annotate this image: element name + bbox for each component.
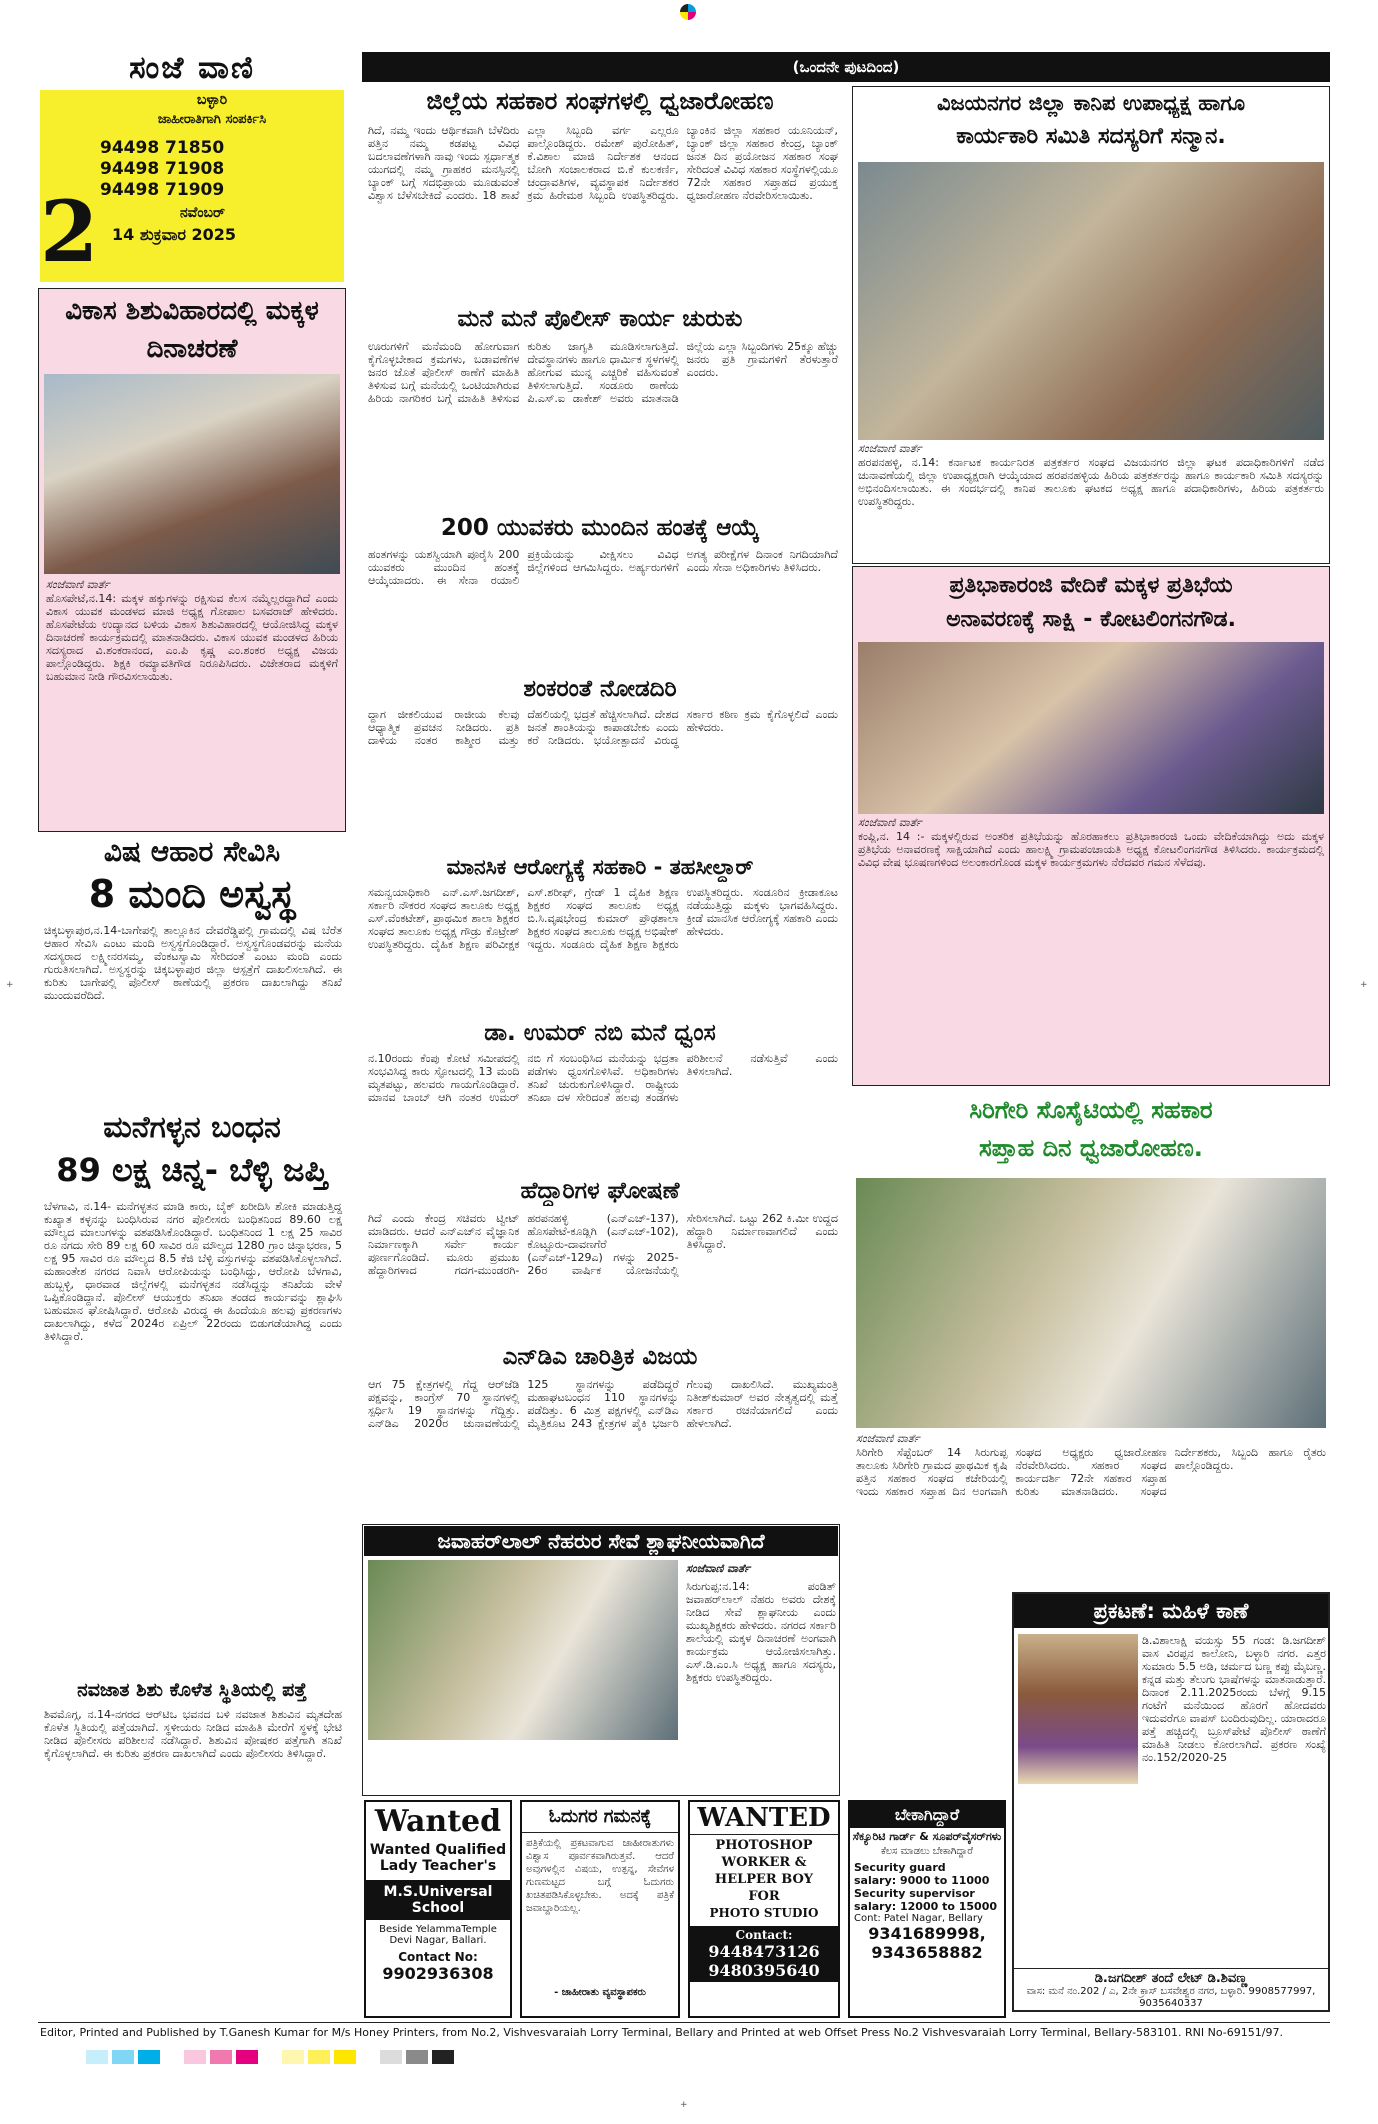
masthead	[40, 50, 344, 282]
robbery-headline-2: 89 ಲಕ್ಷ ಚಿನ್ನ- ಬೆಳ್ಳಿ ಜಪ್ತಿ	[56, 1151, 328, 1189]
talent-caption: ಸಂಜೆವಾಣಿ ವಾರ್ತೆ	[858, 816, 922, 829]
security-supervisor: Security supervisor	[854, 1887, 975, 1900]
color-bar	[86, 2050, 666, 2066]
highways-body: ಗಿದೆ ಎಂದು ಕೇಂದ್ರ ಸಚಿವರು ಟ್ವೀಟ್ ಮಾಡಿದರು. ಆದರೆ ಎನ್‌ಎಚ್‌ನ ವೈಜ್ಞಾನಿಕ ನಿರ್ಮಾಣಕ್ಕಾಗಿ ಸರ್ವೇ ಕಾರ್ಯ ಪೂರ್ಣಗೊಂಡಿದೆ. ಮೂರು ಪ್ರಮುಖ ಹೆದ್ದಾರಿಗಳಾದ ಗದಗ-ಮುಂಡರಗಿ-ಹರಪನಹಳ್ಳಿ (ಎನ್‌ಎಚ್-137), ಹೊಸಪೇಟೆ-ಕೂಡ್ಲಿಗಿ (ಎನ್‌ಎಚ್-102), ಕೊಟ್ಟೂರು-ದಾವಣಗೆರೆ (ಎನ್‌ಎಚ್-129ಎ) ಗಳನ್ನು 2025-26ರ ವಾರ್ಷಿಕ ಯೋಜನೆಯಲ್ಲಿ ಸೇರಿಸಲಾಗಿದೆ. ಒಟ್ಟು 262 ಕಿ.ಮೀ ಉದ್ದದ ಹೆದ್ದಾರಿ ನಿರ್ಮಾಣವಾಗಲಿದೆ ಎಂದು ತಿಳಿಸಿದ್ದಾರೆ.	[368, 1212, 838, 1277]
mental-health-headline: ಮಾನಸಿಕ ಆರೋಗ್ಯಕ್ಕೆ ಸಹಕಾರಿ - ತಹಸೀಲ್ದಾರ್	[446, 855, 754, 879]
masthead-edition: ಬಳ್ಳಾರಿ	[196, 92, 228, 108]
reader-notice-title: ಓದುಗರ ಗಮನಕ್ಕೆ	[522, 1802, 678, 1833]
phone-1: 94498 71850	[100, 138, 225, 158]
vijayanagara-caption: ಸಂಜೆವಾಣಿ ವಾರ್ತೆ	[858, 442, 922, 455]
police-body: ಊರುಗಳಿಗೆ ಮನೆಮಂದಿ ಹೋಗುವಾಗ ಕೈಗೊಳ್ಳಬೇಕಾದ ಕ್ರಮಗಳು, ಬಡಾವಣೆಗಳ ಜನರ ಜೊತೆ ಪೊಲೀಸ್ ಠಾಣೆಗೆ ಮಾಹಿತಿ ತಿಳಿಸುವ ಬಗ್ಗೆ ಮನೆಯಲ್ಲಿ ಒಂಟಿಯಾಗಿರುವ ಹಿರಿಯ ನಾಗರಿಕರ ಬಗ್ಗೆ ಮಾಹಿತಿ ತಿಳಿಸುವ ಕುರಿತು ಜಾಗೃತಿ ಮೂಡಿಸಲಾಗುತ್ತಿದೆ. ದೇವಸ್ಥಾನಗಳು ಹಾಗೂ ಧಾರ್ಮಿಕ ಸ್ಥಳಗಳಲ್ಲಿ ಹೋಗುವ ಮುನ್ನ ಎಚ್ಚರಿಕೆ ವಹಿಸುವಂತೆ ತಿಳಿಸಲಾಗುತ್ತಿದೆ. ಸಂಡೂರು ಠಾಣೆಯ ಪಿ.ಎಸ್.ಐ ಡಾಕೇಶ್ ಅವರು ಮಾತನಾಡಿ ಜಿಲ್ಲೆಯ ಎಲ್ಲಾ ಸಿಬ್ಬಂದಿಗಳು 25ಕ್ಕೂ ಹೆಚ್ಚು ಜನರು ಪ್ರತಿ ಗ್ರಾಮಗಳಿಗೆ ತೆರಳುತ್ತಾರೆ ಎಂದರು.	[368, 340, 838, 405]
continued-banner: (ಒಂದನೇ ಪುಟದಿಂದ)	[362, 52, 1330, 82]
mental-health-body: ಸಮನ್ವಯಾಧಿಕಾರಿ ಎನ್.ಎಸ್.ಜಗದೀಶ್, ಸರ್ಕಾರಿ ನೌಕರರ ಸಂಘದ ತಾಲೂಕು ಅಧ್ಯಕ್ಷ ಎಸ್.ವೆಂಕಟೇಶ್, ಪ್ರಾಥಮಿಕ ಶಾಲಾ ಶಿಕ್ಷಕರ ಸಂಘದ ತಾಲೂಕು ಅಧ್ಯಕ್ಷ ಗೌಡ್ರು ಕೊಟ್ರೇಶ್ ಉಪಸ್ಥಿತರಿದ್ದರು. ದೈಹಿಕ ಶಿಕ್ಷಣ ಪರಿವೀಕ್ಷಕ ಎಸ್.ಶರೀಫ್, ಗ್ರೇಡ್ 1 ದೈಹಿಕ ಶಿಕ್ಷಣ ಶಿಕ್ಷಕರ ಸಂಘದ ತಾಲೂಕು ಅಧ್ಯಕ್ಷ ಬಿ.ಸಿ.ವೃಷಭೇಂದ್ರ ಕುಮಾರ್ ಪ್ರೌಢಶಾಲಾ ಶಿಕ್ಷಕರ ಸಂಘದ ತಾಲೂಕು ಅಧ್ಯಕ್ಷ ಅಭಿಷೇಕ್ ಇದ್ದರು. ಸಂಡೂರು ದೈಹಿಕ ಶಿಕ್ಷಣ ಶಿಕ್ಷಕರು ಉಪಸ್ಥಿತರಿದ್ದರು. ಸಂಡೂರಿನ ಕ್ರೀಡಾಕೂಟ ನಡೆಯುತ್ತಿದ್ದು ಮಕ್ಕಳು ಭಾಗವಹಿಸಿದ್ದರು. ಕ್ರೀಡೆ ಮಾನಸಿಕ ಆರೋಗ್ಯಕ್ಕೆ ಸಹಕಾರಿ ಎಂದು ಹೇಳಿದರು.	[368, 886, 838, 951]
photo-ad-title: WANTED	[690, 1802, 838, 1835]
school-ad-address: Beside YelammaTemple Devi Nagar, Ballari.	[379, 1924, 497, 1946]
reader-notice-body: ಪತ್ರಿಕೆಯಲ್ಲಿ ಪ್ರಕಟವಾಗುವ ಜಾಹೀರಾತುಗಳು ವಿಶ್ವಾಸ ಪೂರ್ವಕವಾಗಿರುತ್ತವೆ. ಆದರೆ ಅವುಗಳಲ್ಲಿನ ವಿಷಯ, ಉತ್ಪನ್ನ, ಸೇವೆಗಳ ಗುಣಮಟ್ಟದ ಬಗ್ಗೆ ಓದುಗರು ಖಚಿತಪಡಿಸಿಕೊಳ್ಳಬೇಕು. ಅದಕ್ಕೆ ಪತ್ರಿಕೆ ಜವಾಬ್ದಾರಿಯಲ್ಲ.	[526, 1838, 674, 1914]
robbery-body: ಬೆಳಗಾವಿ, ನ.14- ಮನೆಗಳ್ಳತನ ಮಾಡಿ ಕಾರು, ಬೈಕ್ ಖರೀದಿಸಿ ಶೋಕಿ ಮಾಡುತ್ತಿದ್ದ ಕುಖ್ಯಾತ ಕಳ್ಳನನ್ನು ಬಂಧಿಸಿರುವ ನಗರ ಪೊಲೀಸರು ಬಂಧಿತನಿಂದ 89.60 ಲಕ್ಷ ಮೌಲ್ಯದ ಮಾಲುಗಳನ್ನು ವಶಪಡಿಸಿಕೊಂಡಿದ್ದಾರೆ. ಬಂಧಿತನಿಂದ 1 ಲಕ್ಷ 25 ಸಾವಿರ ರೂ ನಗದು ಸೇರಿ 89 ಲಕ್ಷ 60 ಸಾವಿರ ರೂ ಮೌಲ್ಯದ 1280 ಗ್ರಾಂ ಚಿನ್ನಾಭರಣ, 5 ಲಕ್ಷ 95 ಸಾವಿರ ರೂ ಮೌಲ್ಯದ 8.5 ಕೆಜಿ ಬೆಳ್ಳಿ ವಸ್ತುಗಳನ್ನು ವಶಪಡಿಸಿಕೊಳ್ಳಲಾಗಿದೆ. ಮಹಾಂತೇಶ ನಗರದ ನಿವಾಸಿ ಆರೋಪಿಯನ್ನು ಬಂಧಿಸಿದ್ದು, ಆರೋಪಿ ಬೆಳಗಾವಿ, ಹುಬ್ಬಳ್ಳಿ, ಧಾರವಾಡ ಜಿಲ್ಲೆಗಳಲ್ಲಿ ಮನೆಗಳ್ಳತನ ನಡೆಸಿದ್ದನ್ನು ತನಿಖೆಯ ವೇಳೆ ಒಪ್ಪಿಕೊಂಡಿದ್ದಾನೆ. ಪೊಲೀಸ್ ಆಯುಕ್ತರು ತನಿಖಾ ತಂಡದ ಕಾರ್ಯವನ್ನು ಶ್ಲಾಘಿಸಿ ಬಹುಮಾನ ಘೋಷಿಸಿದ್ದಾರೆ. ಆರೋಪಿ ವಿರುದ್ಧ ಈ ಹಿಂದೆಯೂ ಹಲವು ಪ್ರಕರಣಗಳು ದಾಖಲಾಗಿದ್ದು, ಕಳೆದ 2024ರ ಏಪ್ರಿಲ್ 22ರಂದು ಬಿಡುಗಡೆಯಾಗಿದ್ದ ಎಂದು ತಿಳಿಸಿದ್ದಾರೆ.	[44, 1200, 342, 1343]
page-number: 2	[40, 182, 99, 281]
reader-notice-footer: - ಜಾಹೀರಾತು ವ್ಯವಸ್ಥಾಪಕರು	[554, 1987, 646, 1998]
vijayanagara-photo	[858, 162, 1324, 440]
vikasa-body: ಹೊಸಪೇಟೆ,ನ.14: ಮಕ್ಕಳ ಹಕ್ಕುಗಳನ್ನು ರಕ್ಷಿಸುವ ಕೆಲಸ ನಮ್ಮೆಲ್ಲರದ್ದಾಗಿದೆ ಎಂದು ವಿಕಾಸ ಯುವಕ ಮಂಡಳದ ಮಾಜಿ ಅಧ್ಯಕ್ಷ ಗೋಪಾಲ ಬಸವರಾಜ್ ಹೇಳಿದರು. ಹೊಸಪೇಟೆಯ ಉದ್ಯಾನದ ಬಳಿಯ ವಿಕಾಸ ಶಿಶುವಿಹಾರದಲ್ಲಿ ಆಯೋಜಿಸಿದ್ದ ಮಕ್ಕಳ ದಿನಾಚರಣೆ ಕಾರ್ಯಕ್ರಮದಲ್ಲಿ ಮಾತನಾಡಿದರು. ವಿಕಾಸ ಯುವಕ ಮಂಡಳದ ಹಿರಿಯ ಸದಸ್ಯರಾದ ವಿ.ಶಂಕರಾನಂದ, ಎಂ.ಪಿ ಕೃಷ್ಣ ಎಂ.ಶಂಕರ ಅಧ್ಯಕ್ಷ ವಿಜಯ ಪಾಲ್ಗೊಂಡಿದ್ದರು. ಶಿಕ್ಷಕಿ ರಮ್ಯಾವತಿಗೌಡ ನಿರೂಪಿಸಿದರು. ವಿಜೇತರಾದ ಮಕ್ಕಳಿಗೆ ಬಹುಮಾನ ನೀಡಿ ಗೌರವಿಸಲಾಯಿತು.	[46, 592, 338, 683]
youth-headline: 200 ಯುವಕರು ಮುಂದಿನ ಹಂತಕ್ಕೆ ಆಯ್ಕೆ	[440, 515, 760, 541]
vikasa-photo	[44, 374, 340, 574]
sirigeri-caption: ಸಂಜೆವಾಣಿ ವಾರ್ತೆ	[856, 1432, 920, 1445]
vikasa-headline: ವಿಕಾಸ ಶಿಶುವಿಹಾರದಲ್ಲಿ ಮಕ್ಕಳ ದಿನಾಚರಣೆ	[65, 296, 319, 364]
photo-ad-phone-2: 9480395640	[708, 1961, 820, 1980]
missing-person-photo	[1018, 1634, 1138, 1784]
talent-body: ಕಂಪ್ಲಿ,ನ. 14 :- ಮಕ್ಕಳಲ್ಲಿರುವ ಅಂತರಿಕ ಪ್ರತಿಭೆಯನ್ನು ಹೊರಹಾಕಲು ಪ್ರತಿಭಾಕಾರಂಜಿ ಒಂದು ವೇದಿಕೆಯಾಗಿದ್ದು ಅದು ಮಕ್ಕಳ ಪ್ರತಿಭೆಯ ಅನಾವರಣಕ್ಕೆ ಸಾಕ್ಷಿಯಾಗಿದೆ ಎಂದು ಹಾಲಕ್ಷ್ಮಿ ಗ್ರಾಮಪಂಚಾಯತಿ ಅಧ್ಯಕ್ಷ ಕೋಟಲಿಂಗನಗೌಡ ತಿಳಿಸಿದರು. ಕಾರ್ಯಕ್ರಮದಲ್ಲಿ ವಿವಿಧ ವೇಷ ಭೂಷಣಗಳಿಂದ ಅಲಂಕಾರಗೊಂಡ ಮಕ್ಕಳ ಕಾರ್ಯಕ್ರಮಗಳು ನೆರೆದವರ ಗಮನ ಸೆಳೆದವು.	[858, 830, 1324, 869]
nehru-headline: ಜವಾಹರ್‌ಲಾಲ್ ನೆಹರುರ ಸೇವೆ ಶ್ಲಾಘನೀಯವಾಗಿದೆ	[364, 1526, 838, 1556]
photo-ad-line3: HELPER BOY	[714, 1872, 814, 1887]
vijayanagara-body: ಹರಪನಹಳ್ಳಿ, ನ.14: ಕರ್ನಾಟಕ ಕಾರ್ಯನಿರತ ಪತ್ರಕರ್ತರ ಸಂಘದ ವಿಜಯನಗರ ಜಿಲ್ಲಾ ಘಟಕ ಪದಾಧಿಕಾರಿಗಳಿಗೆ ನಡೆದ ಚುನಾವಣೆಯಲ್ಲಿ ಜಿಲ್ಲಾ ಉಪಾಧ್ಯಕ್ಷರಾಗಿ ಆಯ್ಕೆಯಾದ ಹರಪನಹಳ್ಳಿಯ ಹಿರಿಯ ಪತ್ರಕರ್ತರನ್ನು ಹಾಗೂ ಕಾರ್ಯಕಾರಿ ಸಮಿತಿ ಸದಸ್ಯರನ್ನು ಅಭಿನಂದಿಸಲಾಯಿತು. ಈ ಸಂದರ್ಭದಲ್ಲಿ ಕಾನಿಪ ತಾಲೂಕು ಘಟಕದ ಅಧ್ಯಕ್ಷ ಹಾಗೂ ಪದಾಧಿಕಾರಿಗಳು, ಹಿರಿಯ ಪತ್ರಕರ್ತರು ಉಪಸ್ಥಿತರಿದ್ದರು.	[858, 456, 1324, 508]
crop-mark-bottom: +	[680, 2100, 688, 2110]
crop-mark-right: +	[1360, 980, 1368, 990]
month: ನವೆಂಬರ್	[180, 205, 225, 221]
security-ad	[848, 1800, 1006, 2018]
vijayanagara-headline-2: ಕಾರ್ಯಕಾರಿ ಸಮಿತಿ ಸದಸ್ಯರಿಗೆ ಸನ್ಮಾನ.	[956, 124, 1226, 149]
school-ad	[364, 1800, 512, 2018]
masthead-title: ಸಂಜೆ ವಾಣಿ	[129, 50, 255, 86]
phone-2: 94498 71908	[100, 159, 225, 179]
sirigeri-headline-1: ಸಿರಿಗೇರಿ ಸೊಸೈಟಿಯಲ್ಲಿ ಸಹಕಾರ	[969, 1096, 1213, 1124]
security-guard-salary: salary: 9000 to 11000	[854, 1874, 990, 1887]
newborn-body: ಶಿವಮೊಗ್ಗ, ನ.14-ನಗರದ ಆರ್‌ಟಿಒ ಭವನದ ಬಳಿ ನವಜಾತ ಶಿಶುವಿನ ಮೃತದೇಹ ಕೊಳೆತ ಸ್ಥಿತಿಯಲ್ಲಿ ಪತ್ತೆಯಾಗಿದೆ. ಸ್ಥಳೀಯರು ನೀಡಿದ ಮಾಹಿತಿ ಮೇರೆಗೆ ಸ್ಥಳಕ್ಕೆ ಭೇಟಿ ನೀಡಿದ ಪೊಲೀಸರು ಪರಿಶೀಲನೆ ನಡೆಸಿದ್ದಾರೆ. ಶಿಶುವಿನ ಪೋಷಕರ ಪತ್ತೆಗಾಗಿ ತನಿಖೆ ಕೈಗೊಳ್ಳಲಾಗಿದೆ. ಈ ಕುರಿತು ಪ್ರಕರಣ ದಾಖಲಾಗಿದೆ ಎಂದು ಪೊಲೀಸರು ತಿಳಿಸಿದ್ದಾರೆ.	[44, 1708, 342, 1760]
photo-ad-contact-label: Contact:	[735, 1928, 793, 1942]
nda-body: ಆಗ 75 ಕ್ಷೇತ್ರಗಳಲ್ಲಿ ಗೆದ್ದ ಆರ್‌ಜೆಡಿ ಪಕ್ಷವನ್ನು, ಕಾಂಗ್ರೆಸ್ 70 ಸ್ಥಾನಗಳಲ್ಲಿ ಸ್ಪರ್ಧಿಸಿ 19 ಸ್ಥಾನಗಳನ್ನು ಗೆದ್ದಿತ್ತು. ಎನ್‌ಡಿಎ 2020ರ ಚುನಾವಣೆಯಲ್ಲಿ 125 ಸ್ಥಾನಗಳನ್ನು ಪಡೆದಿದ್ದರೆ ಮಹಾಘಟಬಂಧನ 110 ಸ್ಥಾನಗಳನ್ನು ಪಡೆದಿತ್ತು. 6 ಮಿತ್ರ ಪಕ್ಷಗಳಲ್ಲಿ ಎನ್‌ಡಿಎ ಮೈತ್ರಿಕೂಟ 243 ಕ್ಷೇತ್ರಗಳ ಪೈಕಿ ಭರ್ಜರಿ ಗೆಲುವು ದಾಖಲಿಸಿದೆ. ಮುಖ್ಯಮಂತ್ರಿ ನಿತೀಶ್‌ಕುಮಾರ್ ಅವರ ನೇತೃತ್ವದಲ್ಲಿ ಮತ್ತೆ ಸರ್ಕಾರ ರಚನೆಯಾಗಲಿದೆ ಎಂದು ಹೇಳಲಾಗಿದೆ.	[368, 1378, 838, 1430]
photo-ad-line2: WORKER &	[721, 1855, 807, 1870]
talent-headline-1: ಪ್ರತಿಭಾಕಾರಂಜಿ ವೇದಿಕೆ ಮಕ್ಕಳ ಪ್ರತಿಭೆಯ	[949, 573, 1233, 598]
photo-ad-line1: PHOTOSHOP	[715, 1838, 813, 1853]
date-line: 14 ಶುಕ್ರವಾರ 2025	[112, 225, 237, 244]
photo-ad-line5: PHOTO STUDIO	[709, 1906, 819, 1920]
reader-notice	[520, 1800, 680, 2018]
highways-headline: ಹೆದ್ದಾರಿಗಳ ಘೋಷಣೆ	[520, 1178, 680, 1204]
newborn-headline: ನವಜಾತ ಶಿಶು ಕೊಳೆತ ಸ್ಥಿತಿಯಲ್ಲಿ ಪತ್ತೆ	[77, 1679, 307, 1701]
security-phone-2: 9343658882	[871, 1943, 983, 1962]
school-ad-line2: Lady Teacher's	[379, 1858, 497, 1874]
security-ad-sub: ಸೆಕ್ಯೂರಿಟಿ ಗಾರ್ಡ್ & ಸೂಪರ್‌ವೈಸರ್‌ಗಳು	[852, 1830, 1002, 1843]
security-ad-sub2: ಕೆಲಸ ಮಾಡಲು ಬೇಕಾಗಿದ್ದಾರೆ	[881, 1846, 973, 1857]
school-ad-contact-label: Contact No:	[398, 1950, 478, 1964]
imprint-footer: Editor, Printed and Published by T.Ganesh Kumar for M/s Honey Printers, from No.2, Vishvesvaraiah Lorry Terminal, Bellary and Printed at web Offset Press No.2 Vishvesvaraiah Lorry Terminal, Bellary-583101. RNI No-69151/97.	[40, 2026, 1283, 2039]
flag-hoisting-headline: ಜಿಲ್ಲೆಯ ಸಹಕಾರ ಸಂಘಗಳಲ್ಲಿ ಧ್ವಜಾರೋಹಣ	[426, 87, 774, 115]
photo-ad-phone-1: 9448473126	[708, 1942, 820, 1961]
crop-mark-left: +	[6, 980, 14, 990]
umar-headline: ಡಾ. ಉಮರ್ ನಬಿ ಮನೆ ಧ್ವಂಸ	[484, 1020, 716, 1046]
poison-headline-2: 8 ಮಂದಿ ಅಸ್ವಸ್ಥ	[88, 872, 296, 916]
sirigeri-body: ಸಿರಿಗೇರಿ ಸೆಪ್ಟೆಂಬರ್ 14 ಸಿರುಗುಪ್ಪ ತಾಲೂಕು ಸಿರಿಗೇರಿ ಗ್ರಾಮದ ಪ್ರಾಥಮಿಕ ಕೃಷಿ ಪತ್ತಿನ ಸಹಕಾರ ಸಂಘದ ಕಚೇರಿಯಲ್ಲಿ ಇಂದು ಸಹಕಾರ ಸಪ್ತಾಹ ದಿನ ಅಂಗವಾಗಿ ಸಂಘದ ಅಧ್ಯಕ್ಷರು ಧ್ವಜಾರೋಹಣ ನೆರವೇರಿಸಿದರು. ಸಹಕಾರ ಸಂಘದ ಕಾರ್ಯದರ್ಶಿ 72ನೇ ಸಹಕಾರ ಸಪ್ತಾಹ ಕುರಿತು ಮಾತನಾಡಿದರು. ಸಂಘದ ನಿರ್ದೇಶಕರು, ಸಿಬ್ಬಂದಿ ಹಾಗೂ ರೈತರು ಪಾಲ್ಗೊಂಡಿದ್ದರು.	[856, 1446, 1326, 1498]
talent-headline-2: ಅನಾವರಣಕ್ಕೆ ಸಾಕ್ಷಿ - ಕೋಟಲಿಂಗನಗೌಡ.	[946, 607, 1236, 632]
nehru-caption: ಸಂಜೆವಾಣಿ ವಾರ್ತೆ	[686, 1562, 751, 1575]
shankarantha-headline: ಶಂಕರಂತೆ ನೋಡದಿರಿ	[523, 676, 677, 702]
youth-body: ಹಂತಗಳನ್ನು ಯಶಸ್ವಿಯಾಗಿ ಪೂರೈಸಿ 200 ಯುವಕರು ಮುಂದಿನ ಹಂತಕ್ಕೆ ಆಯ್ಕೆಯಾದರು. ಈ ಸೇನಾ ರಯಾಲಿ ಪ್ರಕ್ರಿಯೆಯನ್ನು ವೀಕ್ಷಿಸಲು ವಿವಿಧ ಜಿಲ್ಲೆಗಳಿಂದ ಆಗಮಿಸಿದ್ದರು. ಅರ್ಹ್ಯರುಗಳಿಗೆ ಅಗತ್ಯ ಪರೀಕ್ಷೆಗಳ ದಿನಾಂಕ ನಿಗದಿಯಾಗಿದೆ ಎಂದು ಸೇನಾ ಅಧಿಕಾರಿಗಳು ತಿಳಿಸಿದರು.	[368, 548, 838, 587]
vikasa-caption: ಸಂಜೆವಾಣಿ ವಾರ್ತೆ	[46, 578, 110, 591]
sirigeri-headline-2: ಸಪ್ತಾಹ ದಿನ ಧ್ವಜಾರೋಹಣ.	[979, 1134, 1203, 1162]
security-supervisor-salary: salary: 12000 to 15000	[854, 1900, 997, 1913]
phone-list	[100, 138, 224, 201]
flag-hoisting-body: ಗಿದೆ, ನಮ್ಮ ಇಂದು ಆರ್ಥಿಕವಾಗಿ ಬೆಳೆದಿರು ಪತ್ತಿನ ನಮ್ಮ ಕಡಪಟ್ಟ ವಿವಿಧ ಬದಲಾವಣೆಗಳಾಗಿ ನಾವು ಇಂದು ಸ್ಪರ್ಧಾತ್ಮಕ ಯುಗದಲ್ಲಿ ನಮ್ಮ ಗ್ರಾಹಕರ ಮನಸ್ಸಿನಲ್ಲಿ ಬ್ಯಾಂಕ್ ಬಗ್ಗೆ ಸದಭಿಪ್ರಾಯ ಮೂಡುವಂತೆ ವಿಶ್ವಾಸ ಬೆಳೆಸಬೇಕಿದೆ ಎಂದರು. 18 ಶಾಖೆ ಎಲ್ಲಾ ಸಿಬ್ಬಂದಿ ವರ್ಗ ಎಲ್ಲರೂ ಪಾಲ್ಗೊಂಡಿದ್ದರು. ರಮೇಶ್ ಪುರೋಹಿತ್, ಕೆ.ವಿಶಾಲ ಮಾಜಿ ನಿರ್ದೇಶಕ ಆನಂದ ಬೋಗಿ ಸಂಚಾಲಕರಾದ ಬಿ.ಕೆ ಕುಲಕರ್ಣಿ, ಚಂದ್ರಾವತಿಗಳ, ವ್ಯವಸ್ಥಾಪಕ ನಿರ್ದೇಶಕರ ಕ್ರಮ ಹಿರೇಮಠ ಸಿಬ್ಬಂದಿ ಉಪಸ್ಥಿತರಿದ್ದರು. ಬ್ಯಾಂಕಿನ ಜಿಲ್ಲಾ ಸಹಕಾರ ಯೂನಿಯನ್, ಬ್ಯಾಂಕ್ ಜಿಲ್ಲಾ ಸಹಕಾರ ಕೇಂದ್ರ, ಬ್ಯಾಂಕ್ ಜನತ ದಿನ ಪ್ರಯೋಜನ ಸಹಕಾರ ಸಂಘ ಸೇರಿದಂತೆ ವಿವಿಧ ಸಹಕಾರ ಸಂಸ್ಥೆಗಳಲ್ಲಿಯೂ 72ನೇ ಸಹಕಾರ ಸಪ್ತಾಹದ ಪ್ರಯುಕ್ತ ಧ್ವಜಾರೋಹಣ ನೆರವೇರಿಸಲಾಯಿತು.	[368, 124, 838, 202]
nda-headline: ಎನ್‌ಡಿಎ ಚಾರಿತ್ರಿಕ ವಿಜಯ	[502, 1344, 698, 1370]
nehru-body-side: ಸಿರುಗುಪ್ಪ:ನ.14: ಪಂಡಿತ್ ಜವಾಹರ್‌ಲಾಲ್ ನೆಹರು ಅವರು ದೇಶಕ್ಕೆ ನೀಡಿದ ಸೇವೆ ಶ್ಲಾಘನೀಯ ಎಂದು ಮುಖ್ಯಶಿಕ್ಷಕರು ಹೇಳಿದರು. ನಗರದ ಸರ್ಕಾರಿ ಶಾಲೆಯಲ್ಲಿ ಮಕ್ಕಳ ದಿನಾಚರಣೆ ಅಂಗವಾಗಿ ಕಾರ್ಯಕ್ರಮ ಆಯೋಜಿಸಲಾಗಿತ್ತು. ಎಸ್.ಡಿ.ಎಂ.ಸಿ ಅಧ್ಯಕ್ಷ ಹಾಗೂ ಸದಸ್ಯರು, ಶಿಕ್ಷಕರು ಉಪಸ್ಥಿತರಿದ್ದರು.	[686, 1580, 836, 1684]
missing-body: ಡಿ.ವಿಶಾಲಾಕ್ಷಿ ವಯಸ್ಸು 55 ಗಂಡ: ಡಿ.ಜಗದೀಶ್ ವಾಸ ವಿರಪ್ಪನ ಕಾಲೋನಿ, ಬಳ್ಳಾರಿ ನಗರ. ಎತ್ತರ ಸುಮಾರು 5.5 ಅಡಿ, ಚರ್ಮದ ಬಣ್ಣ ಕಪ್ಪು ಮೈಬಣ್ಣ. ಕನ್ನಡ ಮತ್ತು ತೆಲುಗು ಭಾಷೆಗಳನ್ನು ಮಾತನಾಡುತ್ತಾರೆ. ದಿನಾಂಕ 2.11.2025ರಂದು ಬೆಳಗ್ಗೆ 9.15 ಗಂಟೆಗೆ ಮನೆಯಿಂದ ಹೊರಗೆ ಹೋದವರು ಇದುವರೆಗೂ ವಾಪಸ್ ಬಂದಿರುವುದಿಲ್ಲ. ಯಾರಾದರೂ ಪತ್ತೆ ಹಚ್ಚಿದಲ್ಲಿ ಬ್ರೂಸ್‌ಪೇಟೆ ಪೊಲೀಸ್ ಠಾಣೆಗೆ ಮಾಹಿತಿ ನೀಡಲು ಕೋರಲಾಗಿದೆ. ಪ್ರಕರಣ ಸಂಖ್ಯೆ ನಂ.152/2020-25	[1142, 1634, 1326, 1764]
sirigeri-photo	[856, 1178, 1326, 1428]
missing-body-side	[1142, 1634, 1326, 1792]
missing-signature: ಡಿ.ಜಗದೀಶ್ ತಂದೆ ಲೇಟ್ ಡಿ.ಶಿವಣ್ಣ	[1014, 1968, 1328, 1986]
school-ad-school: M.S.Universal School	[366, 1880, 510, 1920]
phone-3: 94498 71909	[100, 180, 225, 200]
talent-photo	[858, 642, 1324, 814]
security-ad-title: ಬೇಕಾಗಿದ್ದಾರೆ	[850, 1802, 1004, 1828]
security-contact: Cont: Patel Nagar, Bellary	[854, 1913, 983, 1924]
poison-headline-1: ವಿಷ ಆಹಾರ ಸೇವಿಸಿ	[103, 835, 281, 868]
color-registration-mark	[680, 4, 696, 20]
missing-headline: ಪ್ರಕಟಣೆ: ಮಹಿಳೆ ಕಾಣೆ	[1014, 1594, 1328, 1628]
school-ad-line1: Wanted Qualified	[369, 1842, 507, 1858]
photo-studio-ad	[688, 1800, 840, 2018]
photo-ad-line4: FOR	[748, 1889, 780, 1904]
vijayanagara-headline-1: ವಿಜಯನಗರ ಜಿಲ್ಲಾ ಕಾನಿಪ ಉಪಾಧ್ಯಕ್ಷ ಹಾಗೂ	[936, 91, 1246, 115]
school-ad-phone: 9902936308	[382, 1964, 494, 1983]
school-ad-title: Wanted	[374, 1804, 502, 1839]
shankarantha-body: ದ್ದಾಗ ಜೀಕಲಿಯುವ ರಾಜೀಯ ಕೆಲವು ಆಧ್ಯಾತ್ಮಿಕ ಪ್ರವಚನ ನೀಡಿದರು. ಪ್ರತಿ ದಾಳಿಯ ನಂತರ ಕಾಶ್ಮೀರ ಮತ್ತು ದೆಹಲಿಯಲ್ಲಿ ಭದ್ರತೆ ಹೆಚ್ಚಿಸಲಾಗಿದೆ. ದೇಶದ ಜನತೆ ಶಾಂತಿಯನ್ನು ಕಾಪಾಡಬೇಕು ಎಂದು ಕರೆ ನೀಡಿದರು. ಭಯೋತ್ಪಾದನೆ ವಿರುದ್ಧ ಸರ್ಕಾರ ಕಠಿಣ ಕ್ರಮ ಕೈಗೊಳ್ಳಲಿದೆ ಎಂದು ಹೇಳಿದರು.	[368, 708, 838, 747]
missing-address: ವಾಸ: ಮನೆ ನಂ.202 / ಎ, 2ನೇ ಕ್ರಾಸ್ ಬಸವೇಶ್ವರ ನಗರ, ಬಳ್ಳಾರಿ. 9908577997, 9035640337	[1026, 1986, 1316, 2009]
poison-body: ಚಿಕ್ಕಬಳ್ಳಾಪುರ,ನ.14-ಬಾಗೇಪಲ್ಲಿ ತಾಲ್ಲೂಕಿನ ದೇವರೆಡ್ಡಿಪಲ್ಲಿ ಗ್ರಾಮದಲ್ಲಿ ವಿಷ ಬೆರೆತ ಆಹಾರ ಸೇವಿಸಿ ಎಂಟು ಮಂದಿ ಅಸ್ವಸ್ಥಗೊಂಡಿದ್ದಾರೆ. ಅಸ್ವಸ್ಥಗೊಂಡವರನ್ನು ಮನೆಯ ಸದಸ್ಯರಾದ ಲಕ್ಷ್ಮೀನರಸಮ್ಮ, ವೆಂಕಟಸ್ವಾಮಿ ಸೇರಿದಂತೆ ಎಂಟು ಮಂದಿ ಎಂದು ಗುರುತಿಸಲಾಗಿದೆ. ಅಸ್ವಸ್ಥರನ್ನು ಚಿಕ್ಕಬಳ್ಳಾಪುರ ಜಿಲ್ಲಾ ಆಸ್ಪತ್ರೆಗೆ ದಾಖಲಿಸಲಾಗಿದೆ. ಈ ಕುರಿತು ಬಾಗೇಪಲ್ಲಿ ಪೊಲೀಸ್ ಠಾಣೆಯಲ್ಲಿ ಪ್ರಕರಣ ದಾಖಲಾಗಿದ್ದು ತನಿಖೆ ಮುಂದುವರೆದಿದೆ.	[44, 924, 342, 1002]
police-headline: ಮನೆ ಮನೆ ಪೊಲೀಸ್ ಕಾರ್ಯ ಚುರುಕು	[457, 306, 743, 332]
contact-label: ಜಾಹೀರಾತಿಗಾಗಿ ಸಂಪರ್ಕಿಸಿ	[157, 112, 267, 127]
security-guard: Security guard	[854, 1861, 946, 1874]
robbery-headline-1: ಮನೆಗಳ್ಳನ ಬಂಧನ	[103, 1110, 281, 1145]
security-phone-1: 9341689998,	[868, 1924, 986, 1943]
nehru-photo	[368, 1560, 678, 1740]
umar-body: ನ.10ರಂದು ಕೆಂಪು ಕೋಟೆ ಸಮೀಪದಲ್ಲಿ ಸಂಭವಿಸಿದ್ದ ಕಾರು ಸ್ಫೋಟದಲ್ಲಿ 13 ಮಂದಿ ಮೃತಪಟ್ಟು, ಹಲವರು ಗಾಯಗೊಂಡಿದ್ದಾರೆ. ಮಾನವ ಬಾಂಬ್ ಆಗಿ ನಂತರ ಉಮರ್ ನಬಿ ಗೆ ಸಂಬಂಧಿಸಿದ ಮನೆಯನ್ನು ಭದ್ರತಾ ಪಡೆಗಳು ಧ್ವಂಸಗೊಳಿಸಿವೆ. ಅಧಿಕಾರಿಗಳು ತನಿಖೆ ಚುರುಕುಗೊಳಿಸಿದ್ದಾರೆ. ರಾಷ್ಟ್ರೀಯ ತನಿಖಾ ದಳ ಸೇರಿದಂತೆ ಹಲವು ತಂಡಗಳು ಪರಿಶೀಲನೆ ನಡೆಸುತ್ತಿವೆ ಎಂದು ತಿಳಿಸಲಾಗಿದೆ.	[368, 1052, 838, 1104]
